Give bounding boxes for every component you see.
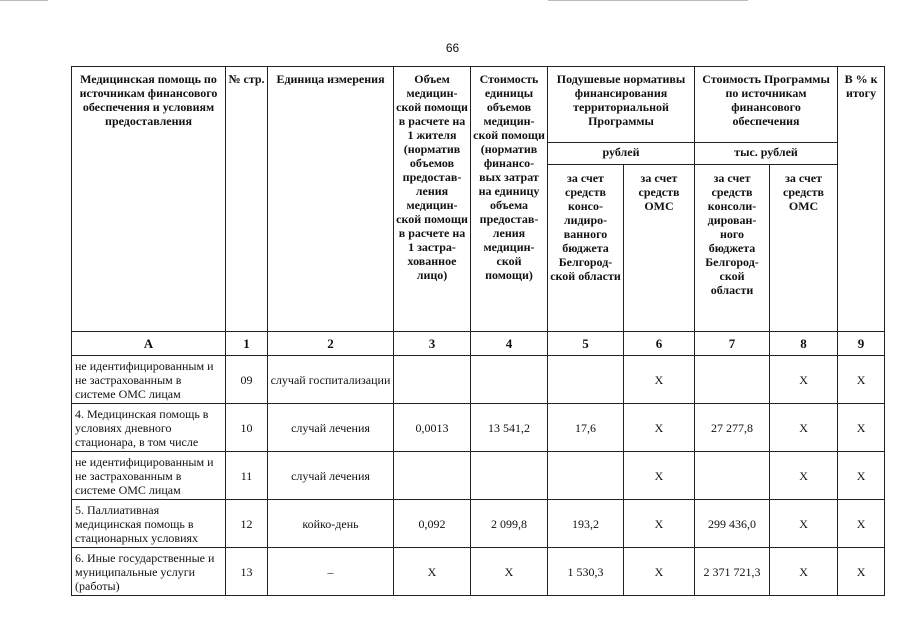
- column-number: 3: [394, 332, 471, 356]
- row-name: 6. Иные государственные и муниципальные услуги (работы): [72, 548, 226, 596]
- row-cost-budget: 299 436,0: [695, 500, 770, 548]
- row-percent: X: [838, 356, 885, 404]
- row-name: 5. Паллиативная медицинская помощь в стационарных условиях: [72, 500, 226, 548]
- row-volume: [394, 356, 471, 404]
- row-percent: X: [838, 500, 885, 548]
- row-per-capita-oms: X: [624, 548, 695, 596]
- column-number: 8: [770, 332, 838, 356]
- row-unit: койко-день: [268, 500, 394, 548]
- row-line-number: 09: [226, 356, 268, 404]
- top-scan-line-left: [0, 0, 48, 1]
- row-volume: 0,092: [394, 500, 471, 548]
- row-percent: X: [838, 404, 885, 452]
- row-cost-oms: X: [770, 500, 838, 548]
- header-cost-group: Стоимость Программы по источникам финансового обеспечения: [695, 67, 838, 143]
- row-per-capita-oms: X: [624, 452, 695, 500]
- header-col-5: за счет средств консо-лидиро-ванного бюджета Белгород-ской области: [548, 165, 624, 332]
- row-name: 4. Медицинская помощь в условиях дневного стационара, в том числе: [72, 404, 226, 452]
- row-percent: X: [838, 548, 885, 596]
- header-col-9: В % к итогу: [838, 67, 885, 332]
- row-unit: случай госпитализации: [268, 356, 394, 404]
- row-cost-budget: 2 371 721,3: [695, 548, 770, 596]
- row-unit: случай лечения: [268, 404, 394, 452]
- row-per-capita-budget: 193,2: [548, 500, 624, 548]
- row-per-capita-budget: 1 530,3: [548, 548, 624, 596]
- row-per-capita-oms: X: [624, 356, 695, 404]
- row-unit-cost: X: [471, 548, 548, 596]
- row-percent: X: [838, 452, 885, 500]
- program-cost-table: [71, 66, 885, 596]
- row-cost-budget: [695, 356, 770, 404]
- header-col-3: Объем медицин-ской помощи в расчете на 1 жителя (норматив объемов предостав-ления медицин-ской помощи в расчете на 1 застра-хованное лицо): [394, 67, 471, 332]
- row-line-number: 11: [226, 452, 268, 500]
- header-cost-unit: тыс. рублей: [695, 143, 838, 165]
- column-number: 9: [838, 332, 885, 356]
- header-col-6: за счет средств ОМС: [624, 165, 695, 332]
- top-scan-line-right: [548, 0, 748, 1]
- row-cost-oms: X: [770, 356, 838, 404]
- table-row: [72, 356, 885, 404]
- row-cost-oms: X: [770, 404, 838, 452]
- row-unit-cost: 2 099,8: [471, 500, 548, 548]
- table-row: [72, 500, 885, 548]
- header-col-7: за счет средств консоли-дирован-ного бюджета Белгород-ской области: [695, 165, 770, 332]
- column-number: 4: [471, 332, 548, 356]
- column-number: А: [72, 332, 226, 356]
- row-volume: 0,0013: [394, 404, 471, 452]
- row-line-number: 12: [226, 500, 268, 548]
- row-line-number: 10: [226, 404, 268, 452]
- row-cost-budget: [695, 452, 770, 500]
- row-unit-cost: 13 541,2: [471, 404, 548, 452]
- row-volume: [394, 452, 471, 500]
- row-per-capita-oms: X: [624, 500, 695, 548]
- row-volume: X: [394, 548, 471, 596]
- row-cost-oms: X: [770, 452, 838, 500]
- table-row: [72, 548, 885, 596]
- table-row: [72, 404, 885, 452]
- header-col-2: Единица измерения: [268, 67, 394, 332]
- row-cost-budget: 27 277,8: [695, 404, 770, 452]
- column-number-row: [72, 332, 885, 356]
- header-col-8: за счет средств ОМС: [770, 165, 838, 332]
- row-unit-cost: [471, 452, 548, 500]
- header-per-capita-group: Подушевые нормативы финансирования территориальной Программы: [548, 67, 695, 143]
- row-unit: –: [268, 548, 394, 596]
- page-number: 66: [445, 41, 460, 55]
- row-name: не идентифицированным и не застрахованным в системе ОМС лицам: [72, 452, 226, 500]
- row-per-capita-budget: [548, 356, 624, 404]
- row-unit: случай лечения: [268, 452, 394, 500]
- column-number: 6: [624, 332, 695, 356]
- column-number: 1: [226, 332, 268, 356]
- header-col-a: Медицинская помощь по источникам финансового обеспечения и условиям предоставления: [72, 67, 226, 332]
- row-line-number: 13: [226, 548, 268, 596]
- column-number: 7: [695, 332, 770, 356]
- table-row: [72, 452, 885, 500]
- row-per-capita-budget: [548, 452, 624, 500]
- row-per-capita-budget: 17,6: [548, 404, 624, 452]
- row-per-capita-oms: X: [624, 404, 695, 452]
- row-unit-cost: [471, 356, 548, 404]
- row-name: не идентифицированным и не застрахованным в системе ОМС лицам: [72, 356, 226, 404]
- row-cost-oms: X: [770, 548, 838, 596]
- column-number: 2: [268, 332, 394, 356]
- header-col-4: Стоимость единицы объемов медицин-ской помощи (норматив финансо-вых затрат на единицу объема предостав-ления медицин-ской помощи): [471, 67, 548, 332]
- header-per-capita-unit: рублей: [548, 143, 695, 165]
- header-col-1: № стр.: [226, 67, 268, 332]
- column-number: 5: [548, 332, 624, 356]
